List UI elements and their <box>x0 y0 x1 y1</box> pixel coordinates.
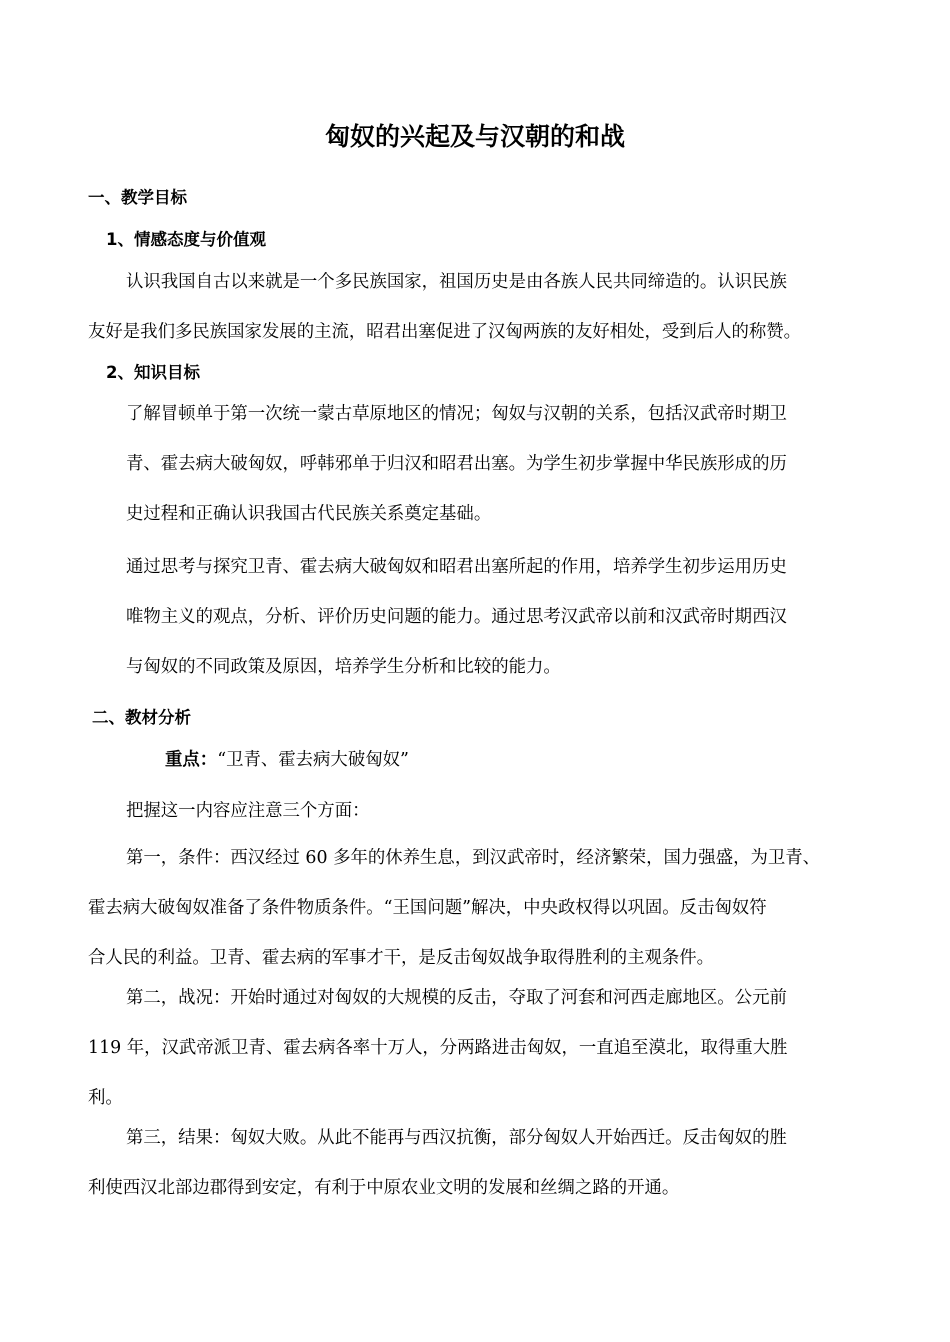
paragraph-line: 把握这一内容应注意三个方面： <box>126 801 370 821</box>
paragraph-line: 利。 <box>88 1088 123 1108</box>
paragraph-point-1 <box>88 833 820 983</box>
paragraph-point-3 <box>88 1113 787 1213</box>
paragraph-emotion-values <box>88 257 801 357</box>
paragraph-line: 与匈奴的不同政策及原因，培养学生分析和比较的能力。 <box>126 657 561 677</box>
key-point-label: 重点： <box>165 750 218 770</box>
paragraph-knowledge-2 <box>126 542 787 692</box>
document-title: 匈奴的兴起及与汉朝的和战 <box>324 122 625 151</box>
paragraph-line: 霍去病大破匈奴准备了条件物质条件。“王国问题”解决，中央政权得以巩固。反击匈奴符 <box>88 898 767 918</box>
section-heading-teaching-goals: 一、教学目标 <box>88 188 187 207</box>
paragraph-line: 史过程和正确认识我国古代民族关系奠定基础。 <box>126 504 492 524</box>
paragraph-line: 唯物主义的观点，分析、评价历史问题的能力。通过思考汉武帝以前和汉武帝时期西汉 <box>126 607 787 627</box>
key-point-text: “卫青、霍去病大破匈奴” <box>217 750 409 770</box>
paragraph-line: 合人民的利益。卫青、霍去病的军事才干，是反击匈奴战争取得胜利的主观条件。 <box>88 948 715 968</box>
paragraph-line: 通过思考与探究卫青、霍去病大破匈奴和昭君出塞所起的作用，培养学生初步运用历史 <box>126 557 787 577</box>
paragraph-line: 友好是我们多民族国家发展的主流，昭君出塞促进了汉匈两族的友好相处，受到后人的称赞。 <box>88 322 802 342</box>
paragraph-line: 青、霍去病大破匈奴，呼韩邪单于归汉和昭君出塞。为学生初步掌握中华民族形成的历 <box>126 454 787 474</box>
paragraph-point-2 <box>88 973 788 1123</box>
subheading-knowledge-goals: 2、知识目标 <box>106 363 200 382</box>
paragraph-line: 第二，战况：开始时通过对匈奴的大规模的反击，夺取了河套和河西走廊地区。公元前 <box>126 988 787 1008</box>
section-heading-material-analysis: 二、教材分析 <box>92 708 191 727</box>
paragraph-line: 认识我国自古以来就是一个多民族国家，祖国历史是由各族人民共同缔造的。认识民族 <box>126 272 787 292</box>
paragraph-line: 第一，条件：西汉经过 60 多年的休养生息，到汉武帝时，经济繁荣，国力强盛，为卫青、 <box>126 848 821 868</box>
paragraph-line: 利使西汉北部边郡得到安定，有利于中原农业文明的发展和丝绸之路的开通。 <box>88 1178 680 1198</box>
paragraph-line: 119 年，汉武帝派卫青、霍去病各率十万人，分两路进击匈奴，一直追至漠北，取得重大胜 <box>88 1038 788 1058</box>
paragraph-line: 第三，结果：匈奴大败。从此不能再与西汉抗衡，部分匈奴人开始西迁。反击匈奴的胜 <box>126 1128 787 1148</box>
paragraph-intro <box>126 786 369 836</box>
subheading-emotion-values: 1、情感态度与价值观 <box>106 230 266 249</box>
key-point-line <box>165 735 409 785</box>
paragraph-knowledge-1 <box>126 389 787 539</box>
paragraph-line: 了解冒顿单于第一次统一蒙古草原地区的情况；匈奴与汉朝的关系，包括汉武帝时期卫 <box>126 404 787 424</box>
